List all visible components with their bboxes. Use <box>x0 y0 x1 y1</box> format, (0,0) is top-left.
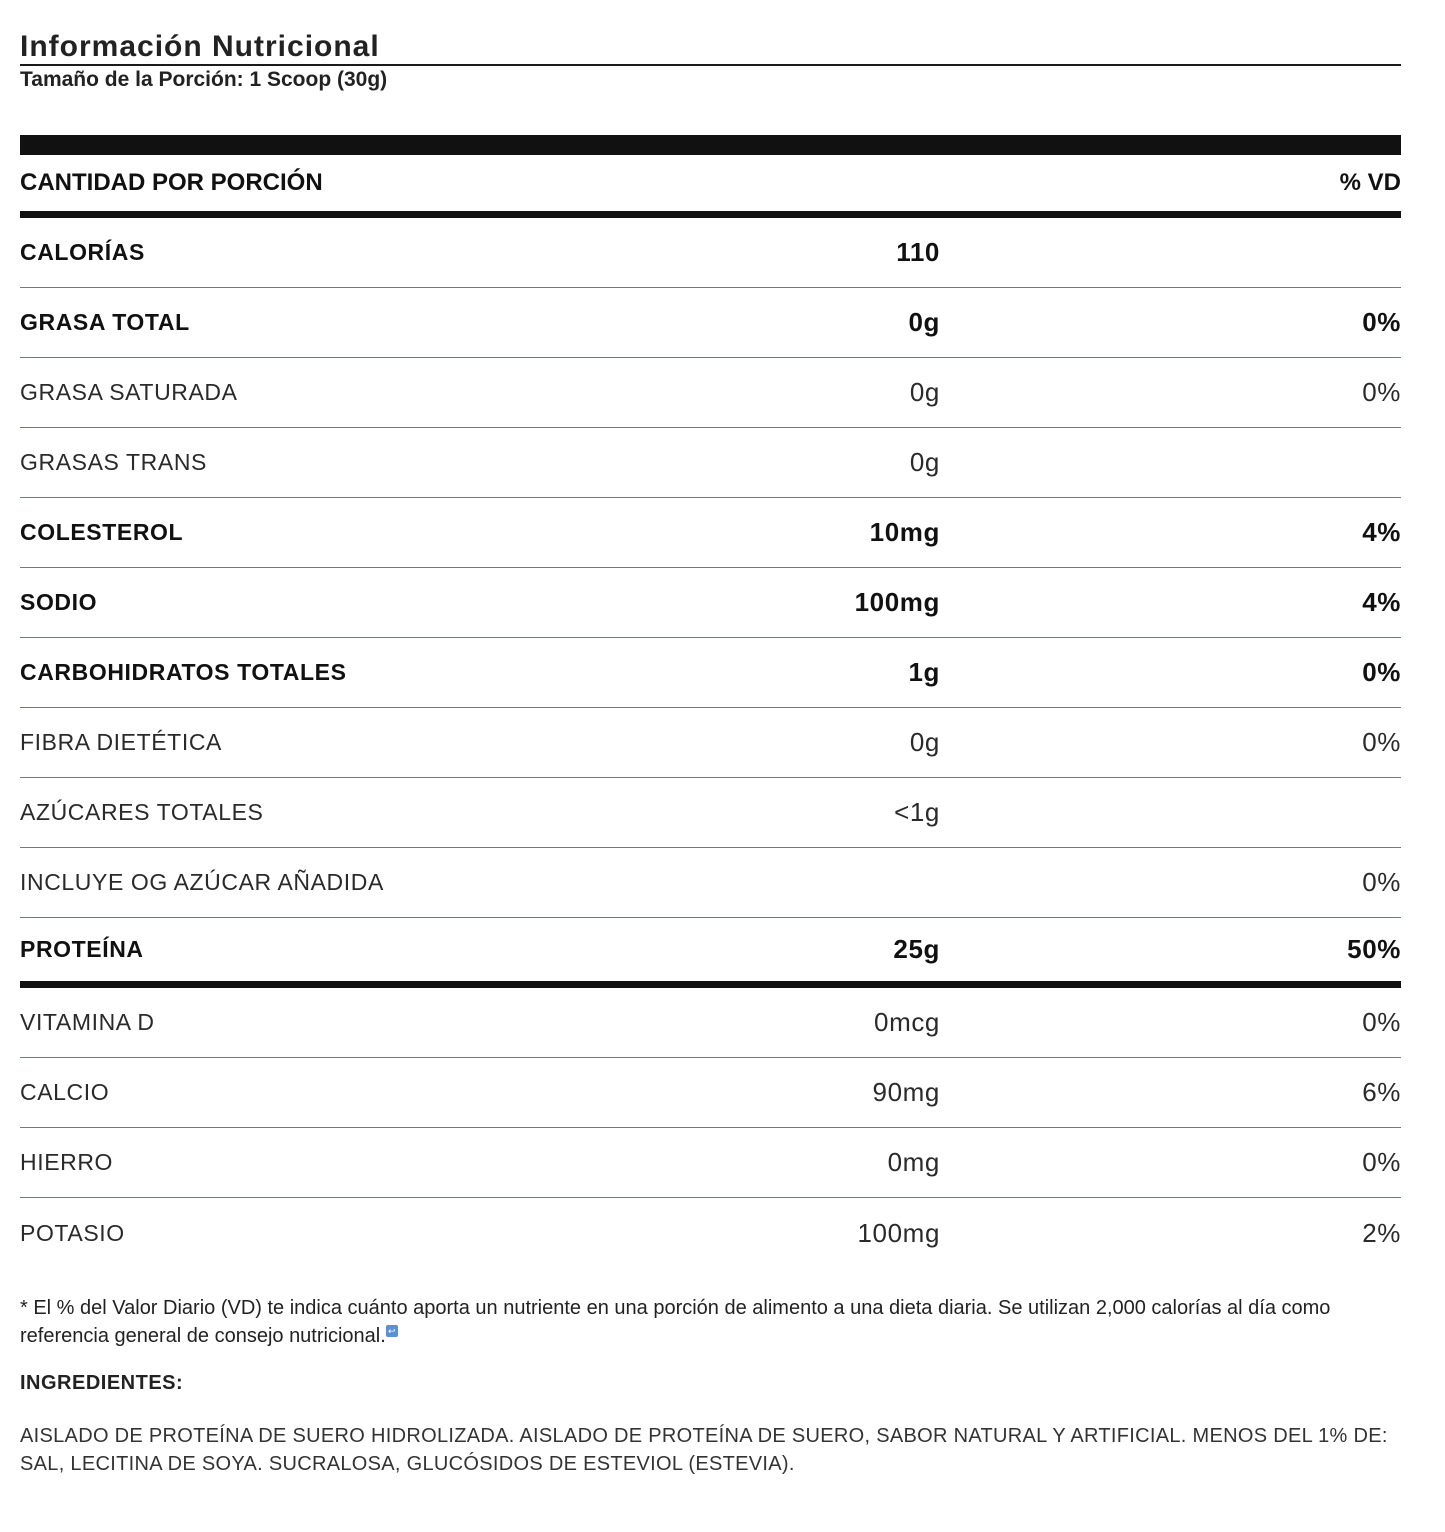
ingredients-label: INGREDIENTES: <box>20 1372 184 1394</box>
nutrient-daily-value: 2% <box>1362 1217 1401 1248</box>
nutrient-daily-value: 0% <box>1362 727 1401 757</box>
nutrient-name: AZÚCARES TOTALES <box>20 799 264 825</box>
nutrient-amount: 100mg <box>854 587 940 617</box>
header-divider <box>20 211 1401 218</box>
nutrient-row <box>20 498 1401 568</box>
amount-per-serving-heading: CANTIDAD POR PORCIÓN <box>20 169 323 196</box>
nutrient-name: INCLUYE OG AZÚCAR AÑADIDA <box>20 869 384 895</box>
title-divider <box>20 64 1401 66</box>
nutrient-amount: 0g <box>908 307 940 337</box>
nutrient-daily-value: 0% <box>1362 867 1401 897</box>
table-header <box>20 155 1401 211</box>
nutrient-daily-value: 0% <box>1362 657 1401 687</box>
nutrient-row <box>20 988 1401 1058</box>
nutrient-daily-value: 4% <box>1362 517 1401 547</box>
nutrient-amount: 0mg <box>887 1147 940 1177</box>
serving-size: Tamaño de la Porción: 1 Scoop (30g) <box>20 68 388 91</box>
nutrient-name: CARBOHIDRATOS TOTALES <box>20 659 347 685</box>
top-thick-bar <box>20 135 1401 155</box>
nutrient-name: GRASA TOTAL <box>20 309 190 335</box>
ingredients-text: AISLADO DE PROTEÍNA DE SUERO HIDROLIZADA. AISLADO DE PROTEÍNA DE SUERO, SABOR NATURAL Y ARTIFICIAL. MENOS DEL 1% DE: SAL, LECITINA DE SOYA. SUCRALOSA, GLUCÓSIDOS DE ESTEVIOL (ESTEVIA). <box>20 1425 1388 1475</box>
nutrient-amount: 10mg <box>869 517 940 547</box>
nutrient-amount: 1g <box>908 657 940 687</box>
nutrient-name: GRASAS TRANS <box>20 449 207 475</box>
nutrient-amount: 0g <box>909 377 940 407</box>
nutrient-daily-value: 0% <box>1362 307 1401 337</box>
nutrient-row <box>20 918 1401 988</box>
nutrient-daily-value: 50% <box>1347 934 1401 964</box>
nutrient-row <box>20 638 1401 708</box>
daily-value-footnote <box>20 1294 1405 1350</box>
daily-value-heading: % VD <box>1339 169 1401 196</box>
nutrient-name: SODIO <box>20 589 98 615</box>
nutrient-daily-value: 0% <box>1362 1007 1401 1037</box>
nutrient-amount: 110 <box>896 237 940 267</box>
nutrient-row <box>20 288 1401 358</box>
nutrient-amount: 0mcg <box>874 1007 940 1037</box>
nutrient-row <box>20 778 1401 848</box>
nutrient-amount: 0g <box>909 447 940 477</box>
nutrient-name: PROTEÍNA <box>20 936 144 962</box>
nutrient-name: CALORÍAS <box>20 239 145 265</box>
nutrient-row <box>20 1198 1401 1268</box>
nutrient-amount: 100mg <box>857 1217 940 1248</box>
nutrient-row <box>20 358 1401 428</box>
nutrient-name: POTASIO <box>20 1219 125 1246</box>
nutrient-row <box>20 568 1401 638</box>
nutrient-amount: 0g <box>909 727 940 757</box>
link-icon[interactable]: ↩ <box>386 1325 398 1337</box>
nutrient-table <box>20 218 1401 1268</box>
nutrient-daily-value: 0% <box>1362 1147 1401 1177</box>
nutrient-name: HIERRO <box>20 1149 114 1175</box>
nutrient-daily-value: 6% <box>1362 1077 1401 1107</box>
nutrient-name: GRASA SATURADA <box>20 379 238 405</box>
nutrient-name: FIBRA DIETÉTICA <box>20 729 222 755</box>
panel-title: Información Nutricional <box>20 30 380 63</box>
nutrient-row <box>20 1058 1401 1128</box>
nutrient-amount: 90mg <box>872 1077 940 1107</box>
nutrient-name: VITAMINA D <box>20 1009 155 1035</box>
nutrient-row <box>20 848 1401 918</box>
nutrient-amount: <1g <box>894 797 940 827</box>
nutrient-row <box>20 218 1401 288</box>
nutrient-row <box>20 708 1401 778</box>
nutrient-row <box>20 428 1401 498</box>
nutrient-daily-value: 0% <box>1362 377 1401 407</box>
nutrient-name: COLESTEROL <box>20 519 184 545</box>
nutrient-daily-value: 4% <box>1362 587 1401 617</box>
nutrient-amount: 25g <box>893 934 940 964</box>
nutrient-row <box>20 1128 1401 1198</box>
footnote-text: * El % del Valor Diario (VD) te indica cuánto aporta un nutriente en una porción de alimento a una dieta diaria. Se utilizan 2,000 calorías al día como referencia general de consejo nutricional. <box>20 1297 1331 1347</box>
nutrient-name: CALCIO <box>20 1079 110 1105</box>
